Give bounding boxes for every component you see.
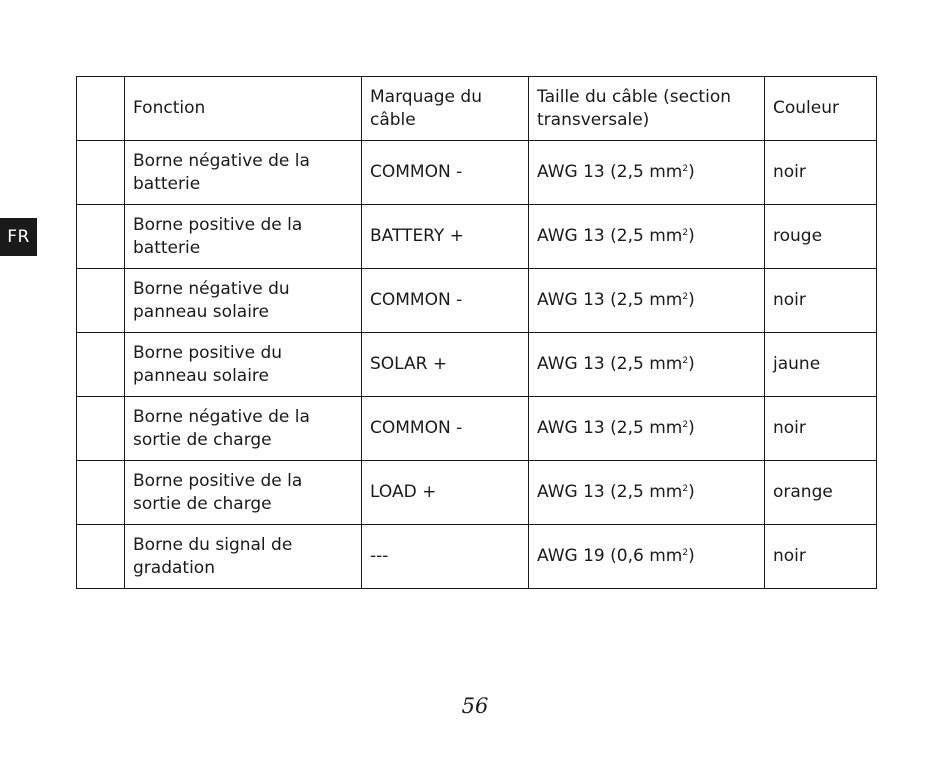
color-header: Couleur <box>765 77 877 141</box>
size-text: AWG 13 (2,5 mm <box>537 418 683 438</box>
marking-cell: COMMON - <box>362 397 529 461</box>
size-close: ) <box>688 482 695 502</box>
marking-cell: LOAD + <box>362 461 529 525</box>
function-header: Fonction <box>125 77 362 141</box>
color-cell: rouge <box>765 205 877 269</box>
index-cell <box>77 525 125 589</box>
index-cell <box>77 461 125 525</box>
size-cell <box>529 333 765 397</box>
table-row <box>77 461 877 525</box>
index-header-cell <box>77 77 125 141</box>
size-cell <box>529 141 765 205</box>
unit-exponent: 2 <box>682 164 689 174</box>
marking-cell: COMMON - <box>362 141 529 205</box>
function-cell: Borne positive du panneau solaire <box>125 333 362 397</box>
size-cell <box>529 205 765 269</box>
function-cell: Borne positive de la sortie de charge <box>125 461 362 525</box>
cable-spec-table <box>76 76 877 589</box>
unit-exponent: 2 <box>682 292 689 302</box>
marking-cell: BATTERY + <box>362 205 529 269</box>
size-cell <box>529 397 765 461</box>
size-close: ) <box>688 354 695 374</box>
table-row <box>77 525 877 589</box>
marking-cell: COMMON - <box>362 269 529 333</box>
color-cell: orange <box>765 461 877 525</box>
size-close: ) <box>688 546 695 566</box>
size-text: AWG 19 (0,6 mm <box>537 546 683 566</box>
function-cell: Borne négative du panneau solaire <box>125 269 362 333</box>
size-text: AWG 13 (2,5 mm <box>537 290 683 310</box>
function-cell: Borne du signal de gradation <box>125 525 362 589</box>
table-header-row <box>77 77 877 141</box>
index-cell <box>77 141 125 205</box>
marking-cell: SOLAR + <box>362 333 529 397</box>
function-cell: Borne négative de la sortie de charge <box>125 397 362 461</box>
marking-cell: --- <box>362 525 529 589</box>
size-cell <box>529 525 765 589</box>
table-row <box>77 333 877 397</box>
index-cell <box>77 269 125 333</box>
function-cell: Borne positive de la batterie <box>125 205 362 269</box>
function-cell: Borne négative de la batterie <box>125 141 362 205</box>
unit-exponent: 2 <box>682 548 689 558</box>
table-row <box>77 269 877 333</box>
color-cell: noir <box>765 525 877 589</box>
table-row <box>77 205 877 269</box>
marking-header: Marquage du câble <box>362 77 529 141</box>
color-cell: noir <box>765 397 877 461</box>
unit-exponent: 2 <box>682 356 689 366</box>
size-header: Taille du câble (section transversale) <box>529 77 765 141</box>
size-text: AWG 13 (2,5 mm <box>537 162 683 182</box>
size-cell <box>529 461 765 525</box>
size-close: ) <box>688 418 695 438</box>
size-text: AWG 13 (2,5 mm <box>537 354 683 374</box>
table-row <box>77 397 877 461</box>
color-cell: noir <box>765 269 877 333</box>
unit-exponent: 2 <box>682 420 689 430</box>
color-cell: noir <box>765 141 877 205</box>
page-number: 56 <box>461 694 489 718</box>
size-cell <box>529 269 765 333</box>
size-text: AWG 13 (2,5 mm <box>537 226 683 246</box>
size-close: ) <box>688 162 695 182</box>
size-close: ) <box>688 290 695 310</box>
index-cell <box>77 397 125 461</box>
table-row <box>77 141 877 205</box>
unit-exponent: 2 <box>682 228 689 238</box>
index-cell <box>77 333 125 397</box>
index-cell <box>77 205 125 269</box>
size-close: ) <box>688 226 695 246</box>
unit-exponent: 2 <box>682 484 689 494</box>
language-tab: FR <box>0 218 37 256</box>
color-cell: jaune <box>765 333 877 397</box>
size-text: AWG 13 (2,5 mm <box>537 482 683 502</box>
